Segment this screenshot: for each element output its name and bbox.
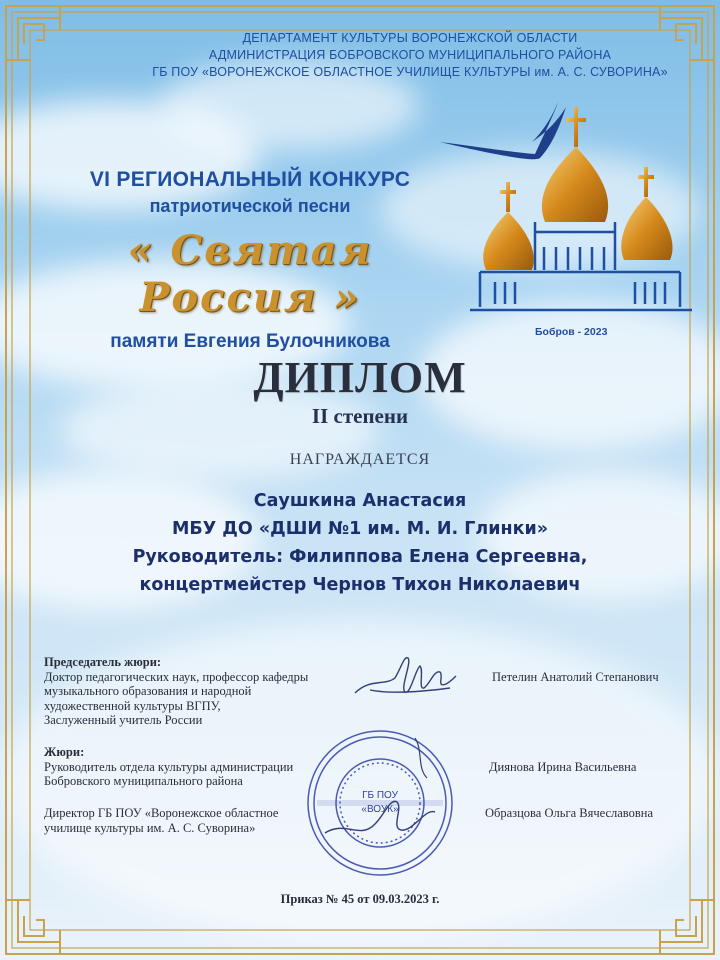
stamp-text: «ВОУК»	[361, 804, 399, 815]
jury-member-name: Диянова Ирина Васильевна	[489, 760, 637, 774]
awarded-label: НАГРАЖДАЕТСЯ	[289, 451, 431, 468]
jury-block	[44, 745, 344, 789]
recipient-accompanist: концертмейстер Чернов Тихон Николаевич	[139, 575, 581, 595]
director-name: Образцова Ольга Вячеславовна	[485, 806, 654, 820]
recipient-name: Саушкина Анастасия	[253, 491, 467, 511]
jury-chair-block	[44, 655, 344, 728]
jury-chair-name: Петелин Анатолий Степанович	[492, 670, 659, 684]
jury-chair-desc: музыкального образования и народной	[44, 684, 252, 698]
jury-chair-desc: художественной культуры ВГПУ,	[44, 698, 221, 713]
diploma-degree: II степени	[311, 404, 409, 428]
jury-member-desc: Бобровского муниципального района	[44, 774, 243, 788]
jury-label: Жюри:	[44, 745, 85, 759]
diploma-title: ДИПЛОМ	[253, 353, 467, 402]
organizers-header	[150, 30, 670, 81]
chair-signature	[350, 648, 460, 708]
contest-name: « Святая Россия »	[127, 227, 373, 321]
dove-icon	[440, 102, 566, 159]
contest-title-block	[40, 168, 460, 353]
header-line: ГБ ПОУ «ВОРОНЕЖСКОЕ ОБЛАСТНОЕ УЧИЛИЩЕ КУЛЬТУРЫ им. А. С. СУВОРИНА»	[152, 65, 668, 79]
church-domes-logo	[440, 92, 710, 332]
jury-member-desc: Руководитель отдела культуры администрации	[44, 759, 294, 774]
header-line: АДМИНИСТРАЦИЯ БОБРОВСКОГО МУНИЦИПАЛЬНОГО РАЙОНА	[208, 48, 612, 62]
contest-dedication: памяти Евгения Булочникова	[110, 331, 390, 352]
logo-year: Бобров - 2023	[535, 326, 608, 338]
header-line: ДЕПАРТАМЕНТ КУЛЬТУРЫ ВОРОНЕЖСКОЙ ОБЛАСТИ	[242, 31, 578, 45]
jury-chair-desc: Заслуженный учитель России	[44, 713, 203, 727]
recipient-school: МБУ ДО «ДШИ №1 им. М. И. Глинки»	[171, 519, 549, 539]
order-reference: Приказ № 45 от 09.03.2023 г.	[280, 892, 440, 906]
contest-type: патриотической песни	[149, 196, 351, 216]
recipient-leader: Руководитель: Филиппова Елена Сергеевна,	[132, 547, 588, 567]
director-desc: Директор ГБ ПОУ «Воронежское областное	[44, 806, 279, 820]
jury-chair-label: Председатель жюри:	[44, 655, 162, 669]
official-stamp	[305, 728, 455, 878]
director-block	[44, 806, 344, 835]
recipient-block	[0, 487, 720, 599]
director-desc: училище культуры им. А. С. Суворина»	[44, 820, 256, 835]
jury-chair-desc: Доктор педагогических наук, профессор кафедры	[44, 669, 309, 684]
contest-edition: VI РЕГИОНАЛЬНЫЙ КОНКУРС	[89, 168, 411, 191]
stamp-text: ГБ ПОУ	[362, 790, 398, 801]
